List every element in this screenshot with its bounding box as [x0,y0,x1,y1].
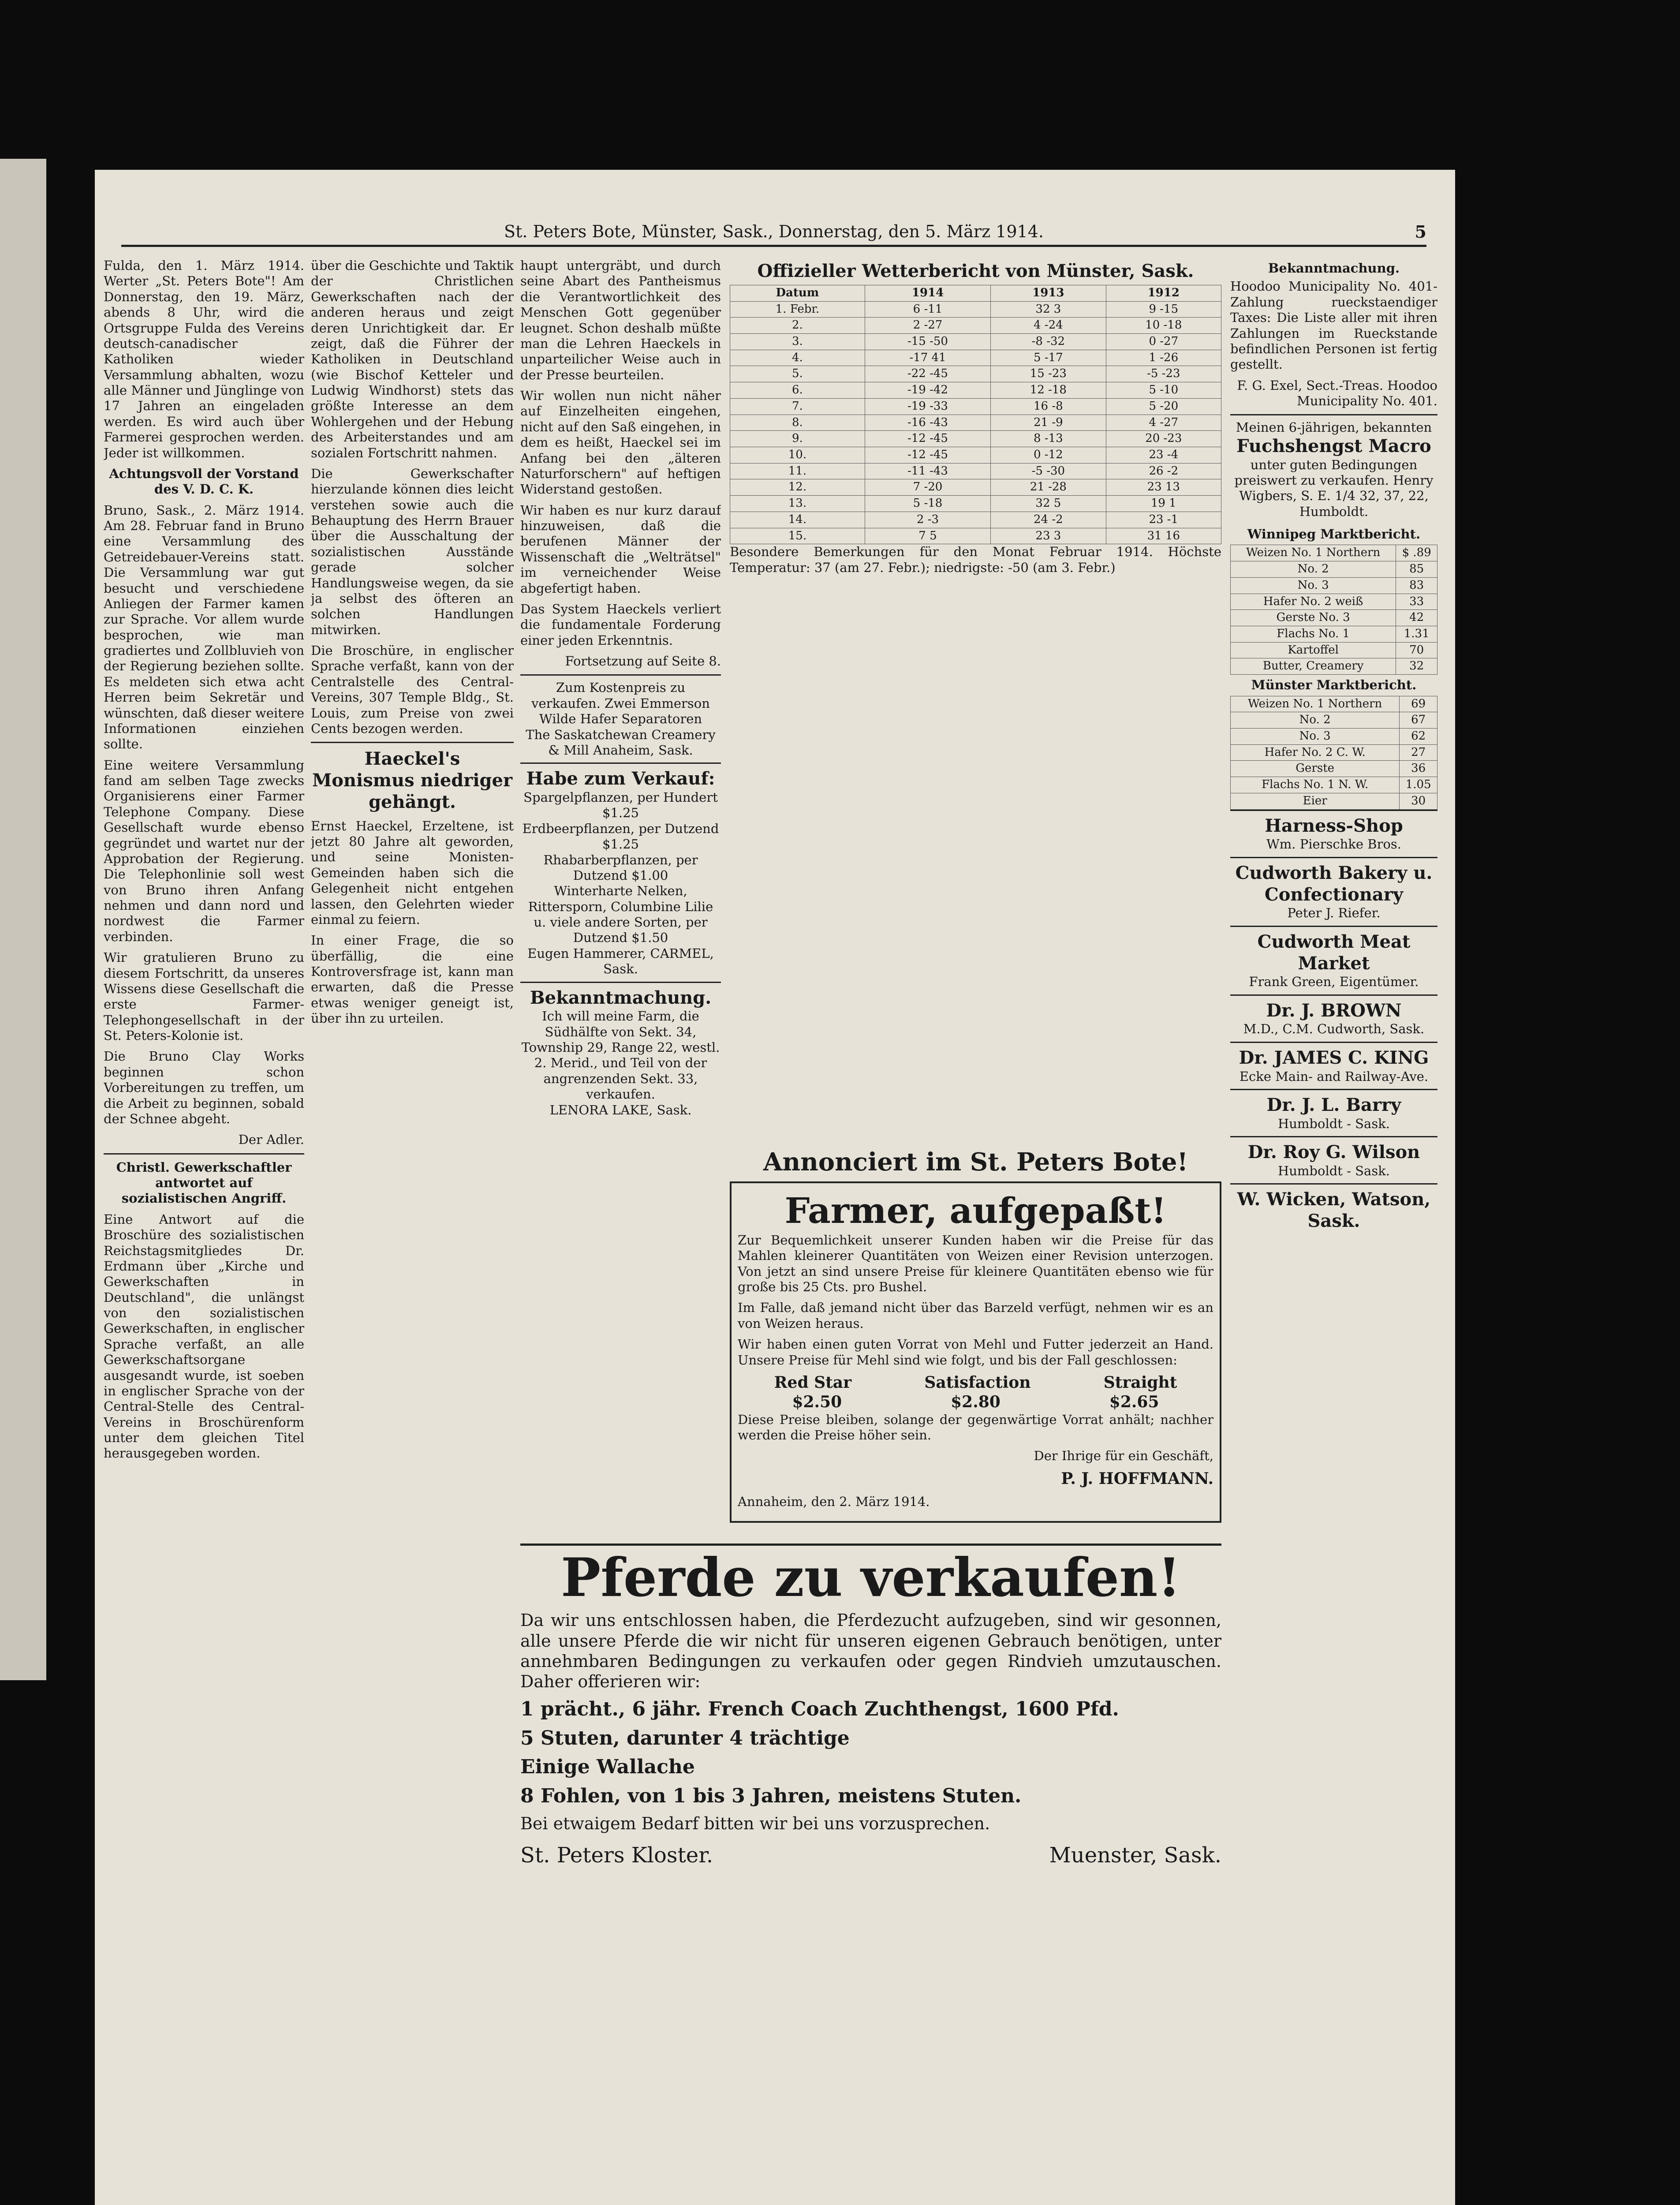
bakery-text: Peter J. Riefer. [1287,905,1381,921]
harness-heading: Harness-Shop [1265,815,1403,836]
separator-ad-contact: The Saskatchewan Creamery & Mill Anaheim, Sask. [526,727,716,758]
winnipeg-heading: Winnipeg Marktbericht. [1247,527,1421,542]
col1-p3: Eine weitere Versammlung fand am selben Tage zwecks Organisierens einer Farmer Telephone Company. Diese Gesellschaft wurde ebenso gegründet und wartet nur der Approbation der Regierung. Die Telephonlinie soll west von Bruno ihren Anfang nehmen und dann nord und nordwest die Farmer verbinden. [104,757,304,944]
col1-p6: Eine Antwort auf die Broschüre des sozialistischen Reichstagsmitgliedes Dr. Erdmann über „Kirche und Gewerkschaften in Deutschland", die unlängst von den sozialistischen Gewerkschaften, in englischer Sprache verfaßt, an alle Gewerkschaftsorgane ausgesandt wurde, ist soeben in englischer Sprache von der Central-Stelle des Central-Vereins in Broschürenform unter dem gleichen Titel herausgegeben worden. [104,1211,304,1461]
table-row: 5. -22 -45 15 -23 -5 -23 [730,366,1221,382]
table-row: 13. 5 -18 32 5 19 1 [730,496,1221,512]
flour-price: $2.50 [792,1392,842,1411]
meat-text: Frank Green, Eigentümer. [1249,974,1419,990]
table-row: Eier 30 [1231,793,1437,809]
table-row: No. 2 85 [1231,561,1437,578]
annonce-date: Annaheim, den 2. März 1914. [738,1494,930,1509]
flour-name: Satisfaction [924,1373,1031,1392]
col1-sig1: Achtungsvoll der Vorstand des V. D. C. K. [109,466,299,497]
weather-report [730,258,1221,1096]
column-1 [104,258,304,2205]
table-row: Flachs No. 1 1.31 [1231,626,1437,643]
verkauf-item: Erdbeerpflanzen, per Dutzend $1.25 [522,821,719,852]
farm-ad-contact: LENORA LAKE, Sask. [549,1102,692,1117]
annonce-p4: Diese Preise bleiben, solange der gegenwärtige Vorrat anhält; nachher werden die Preise höher sein. [738,1412,1213,1443]
col2-p2: Die Gewerkschafter hierzulande können dies leicht verstehen sowie auch die Behauptung des Herrn Brauer über die Ausschaltung der sozialistischen Ausstände gerade solcher Handlungsweise wegen, da sie ja selbst des öfteren an solchen Handlungen mitwirken. [311,466,514,637]
column-2 [311,258,514,2205]
column-3 [520,258,721,1537]
wicken-heading: W. Wicken, Watson, Sask. [1237,1189,1431,1232]
pferde-item: 8 Fohlen, von 1 bis 3 Jahren, meistens Stuten. [520,1784,1022,1807]
separator-ad: Zum Kostenpreis zu verkaufen. Zwei Emmerson Wilde Hafer Separatoren [531,680,710,727]
annonce-section [730,1144,1221,1532]
king-heading: Dr. JAMES C. KING [1239,1047,1429,1068]
annonce-name: P. J. HOFFMANN. [1061,1469,1213,1488]
macro-text: unter guten Bedingungen preiswert zu verkaufen. Henry Wigbers, S. E. 1/4 32, 37, 22, Humboldt. [1234,457,1434,519]
table-row: 10. -12 -45 0 -12 23 -4 [730,447,1221,463]
table-row: 1. Febr. 6 -11 32 3 9 -15 [730,301,1221,318]
pferde-item: 5 Stuten, darunter 4 trächtige [520,1727,850,1749]
hoodoo-heading: Bekanntmachung. [1268,261,1400,276]
annonce-banner: Annonciert im St. Peters Bote! [763,1147,1188,1177]
table-row: 3. -15 -50 -8 -32 0 -27 [730,333,1221,350]
table-row: 4. -17 41 5 -17 1 -26 [730,350,1221,366]
wilson-text: Humboldt - Sask. [1277,1163,1390,1178]
col2-p4: Ernst Haeckel, Erzeltene, ist jetzt 80 Jahre alt geworden, und seine Monisten-Gemeinden haben sich die Gelegenheit nicht entgehen lassen, den Gelehrten wieder einmal zu feiern. [311,818,514,927]
annonce-title: Farmer, aufgepaßt! [784,1190,1167,1232]
col3-p3: Wir haben es nur kurz darauf hinzuweisen, daß die berufenen Männer der Wissenschaft die „Welträtsel" im verneichender Weise abgefertigt haben. [520,502,721,596]
table-row: 15. 7 5 23 3 31 16 [730,528,1221,544]
weather-title: Offizieller Wetterbericht von Münster, Sask. [757,261,1194,281]
col3-p4: Das System Haeckels verliert die fundamentale Forderung einer jeden Erkenntnis. [520,601,721,648]
table-row: No. 2 67 [1231,712,1437,729]
col1-p1: Fulda, den 1. März 1914. Werter „St. Peters Bote"! Am Donnerstag, den 19. März, abends 8 Uhr, wird die Ortsgruppe Fulda des Vereins deutsch-canadischer Katholiken wieder Versammlung abhalten, wozu alle Männer und Jünglinge von 17 Jahren an eingeladen werden. Es wird auch über Farmerei gesprochen werden. Jeder ist willkommen. [104,258,304,460]
farm-ad-heading: Bekanntmachung. [530,987,712,1008]
annonce-p1: Zur Bequemlichkeit unserer Kunden haben wir die Preise für das Mahlen kleinerer Quantitäten von Weizen einer Revision unterzogen. Von jetzt an sind unsere Preise für kleinere Quantitäten ebenso wie für große bis 25 Cts. pro Bushel. [738,1232,1213,1295]
muenster-table [1230,696,1437,810]
table-row: Gerste No. 3 42 [1231,610,1437,626]
annonce-p3: Wir haben einen guten Vorrat von Mehl und Futter jederzeit an Hand. Unsere Preise für Mehl sind wie folgt, und bis der Fall geschlossen: [738,1337,1213,1368]
annonce-p2: Im Falle, daß jemand nicht über das Barzeld verfügt, nehmen wir es an von Weizen heraus. [738,1300,1213,1331]
meat-heading: Cudworth Meat Market [1257,931,1411,974]
col2-p1: über die Geschichte und Taktik der Christlichen Gewerkschaften nach der anderen heraus und zeigt deren Unrichtigkeit dar. Er zeigt, daß die Führer der Katholiken in Deutschland (wie Bischof Ketteler und Ludwig Windhorst) stets das größte Interesse an dem Wohlergehen und der Hebung des Arbeiterstandes und am sozialen Fortschritt nahmen. [311,258,514,460]
flour-price: $2.65 [1109,1392,1159,1411]
table-row: Kartoffel 70 [1231,642,1437,658]
pferde-intro: Da wir uns entschlossen haben, die Pferdezucht aufzugeben, sind wir gesonnen, alle unsere Pferde die wir nicht für unseren eigenen Gebrauch benötigen, unter annehmbaren Bedingungen zu verkaufen oder gegen Rindvieh umzutauschen. Daher offerieren wir: [520,1611,1221,1692]
col3-note: Fortsetzung auf Seite 8. [565,654,721,669]
col2-p3: Die Broschüre, in englischer Sprache verfaßt, kann von der Centralstelle des Central-Vereins, 307 Temple Bldg., St. Louis, zum Preise von zwei Cents bezogen werden. [311,643,514,736]
page-header [121,218,1426,247]
pferde-ad [520,1544,1221,2205]
pferde-right: Muenster, Sask. [1049,1842,1221,1868]
col3-p2: Wir wollen nun nicht näher auf Einzelheiten eingehen, nicht auf den Saß eingehen, in dem es heißt, Haeckel sei im Anfang bei den „älteren Naturforschern" auf heftigen Widerstand gestoßen. [520,388,721,497]
flour-name: Red Star [774,1373,852,1392]
macro-heading: Fuchshengst Macro [1236,435,1431,456]
weather-notes: Besondere Bemerkungen für den Monat Februar 1914. Höchste Temperatur: 37 (am 27. Febr.); niedrigste: -50 (am 3. Febr.) [730,544,1221,575]
col1-p4: Wir gratulieren Bruno zu diesem Fortschritt, da unseres Wissens diese Gesellschaft die erste Farmer-Telephongesellschaft in der St. Peters-Kolonie ist. [104,950,304,1043]
verkauf-item: Rhabarberpflanzen, per Dutzend $1.00 [543,852,698,883]
page-number: 5 [1415,222,1426,242]
table-row: 14. 2 -3 24 -2 23 -1 [730,512,1221,528]
annonce-sig: Der Ihrige für ein Geschäft, [1034,1448,1213,1464]
brown-heading: Dr. J. BROWN [1266,1000,1402,1021]
table-row: Gerste 36 [1231,761,1437,777]
table-row: No. 3 62 [1231,728,1437,744]
table-row: No. 3 83 [1231,577,1437,594]
column-6 [1230,258,1437,2205]
header-title: St. Peters Bote, Münster, Sask., Donnerstag, den 5. März 1914. [504,222,1044,241]
table-row: 9. -12 -45 8 -13 20 -23 [730,431,1221,447]
barry-heading: Dr. J. L. Barry [1266,1095,1401,1116]
table-row: 8. -16 -43 21 -9 4 -27 [730,415,1221,431]
verkauf-heading: Habe zum Verkauf: [526,768,715,789]
table-row: Weizen No. 1 Northern 69 [1231,696,1437,712]
hoodoo-sig: F. G. Exel, Sect.-Treas. Hoodoo Municipality No. 401. [1237,377,1437,408]
table-row: 7. -19 -33 16 -8 5 -20 [730,398,1221,415]
col3-p1: haupt untergräbt, und durch seine Abart des Pantheismus die Verantwortlichkeit des Menschen Gott gegenüber leugnet. Schon deshalb müßte man die Lehren Haeckels in unparteilicher Weise auch in der Presse beurteilen. [520,258,721,382]
col2-heading: Haeckel's Monismus niedriger gehängt. [312,748,513,812]
table-row: Weizen No. 1 Northern $ .89 [1231,545,1437,561]
verkauf-item: Spargelpflanzen, per Hundert $1.25 [523,790,718,821]
pferde-left: St. Peters Kloster. [520,1842,713,1868]
table-row: 6. -19 -42 12 -18 5 -10 [730,382,1221,399]
hoodoo-text: Hoodoo Municipality No. 401- Zahlung rueckstaendiger Taxes: Die Liste aller mit ihren Zahlungen im Rueckstande befindlichen Personen ist fertig gestellt. [1230,279,1437,372]
col1-heading: Christl. Gewerkschaftler antwortet auf sozialistischen Angriff. [116,1159,292,1206]
col2-p5: In einer Frage, die so überfällig, die eine Kontroversfrage ist, kann man erwarten, daß die Presse etwas weniger geneigt ist, über ihn zu urteilen. [311,933,514,1026]
brown-text: M.D., C.M. Cudworth, Sask. [1243,1021,1425,1037]
table-row: 2. 2 -27 4 -24 10 -18 [730,318,1221,334]
bakery-heading: Cudworth Bakery u. Confectionary [1235,862,1433,905]
col1-p5: Die Bruno Clay Works beginnen schon Vorbereitungen zu treffen, um die Arbeit zu beginnen, sobald der Schnee abgeht. [104,1049,304,1126]
table-row: Flachs No. 1 N. W. 1.05 [1231,777,1437,793]
verkauf-contact: Eugen Hammerer, CARMEL, Sask. [527,946,714,977]
table-row: Butter, Creamery 32 [1231,658,1437,675]
flour-price: $2.80 [951,1392,1001,1411]
winnipeg-table [1230,545,1437,675]
farm-ad-text: Ich will meine Farm, die Südhälfte von Sekt. 34, Township 29, Range 22, westl. 2. Merid., und Teil von der angrenzenden Sekt. 33, verkaufen. [521,1009,720,1102]
table-row: 12. 7 -20 21 -28 23 13 [730,479,1221,496]
pferde-item: 1 prächt., 6 jähr. French Coach Zuchthengst, 1600 Pfd. [520,1697,1119,1720]
macro-intro: Meinen 6-jährigen, bekannten [1236,420,1432,435]
barry-text: Humboldt - Sask. [1277,1116,1390,1131]
table-row: Hafer No. 2 C. W. 27 [1231,744,1437,761]
verkauf-item: Winterharte Nelken, Rittersporn, Columbine Lilie u. viele andere Sorten, per Dutzend $1.50 [528,883,713,946]
harness-text: Wm. Pierschke Bros. [1266,837,1402,852]
muenster-heading: Münster Marktbericht. [1251,677,1417,693]
pferde-item: Einige Wallache [520,1756,695,1779]
flour-name: Straight [1103,1373,1177,1392]
col1-p2: Bruno, Sask., 2. März 1914. Am 28. Februar fand in Bruno eine Versammlung des Getreidebauer-Vereins statt. Die Versammlung war gut besucht und verschiedene Anliegen der Farmer kamen zur Sprache. Vor allem wurde besprochen, wie man gradiertes und Zollbluvieh von der Regierung beziehen sollte. Es meldeten sich etwa acht Herren beim Sekretär und wünschten, daß dieser weitere Informationen einziehen sollte. [104,502,304,752]
pferde-outro: Bei etwaigem Bedarf bitten wir bei uns vorzusprechen. [520,1813,990,1833]
adjacent-page-edge [0,159,46,1680]
col1-sig2: Der Adler. [238,1132,304,1147]
pferde-title: Pferde zu verkaufen! [561,1547,1181,1609]
table-row: Hafer No. 2 weiß 33 [1231,594,1437,610]
weather-table: Datum 1914 1913 1912 1. Febr. 6 -11 32 3 9 -15 2. 2 -27 4 -24 10 -18 3. -15 -50 -8 -32 0 -27 4. -17 41 5 -17 1 -26 5. -22 -45 15 -23 -5 -23 6. -19 -42 12 -18 5 -10 7. -19 -33 16 -8 5 -20 8. -16 -43 21 -9 4 -27 9. -12 -45 8 -13 20 -23 10. -12 -45 0 -12 23 -4 11. -11 -43 -5 -30 26 -2 12. 7 -20 21 -28 23 13 13. 5 -18 32 5 19 1 14. 2 -3 24 -2 23 -1 15. 7 5 23 3 31 16 [730,285,1221,545]
king-text: Ecke Main- and Railway-Ave. [1239,1069,1429,1084]
table-row: 11. -11 -43 -5 -30 26 -2 [730,463,1221,479]
newspaper-page [95,170,1455,2205]
wilson-heading: Dr. Roy G. Wilson [1247,1142,1420,1163]
